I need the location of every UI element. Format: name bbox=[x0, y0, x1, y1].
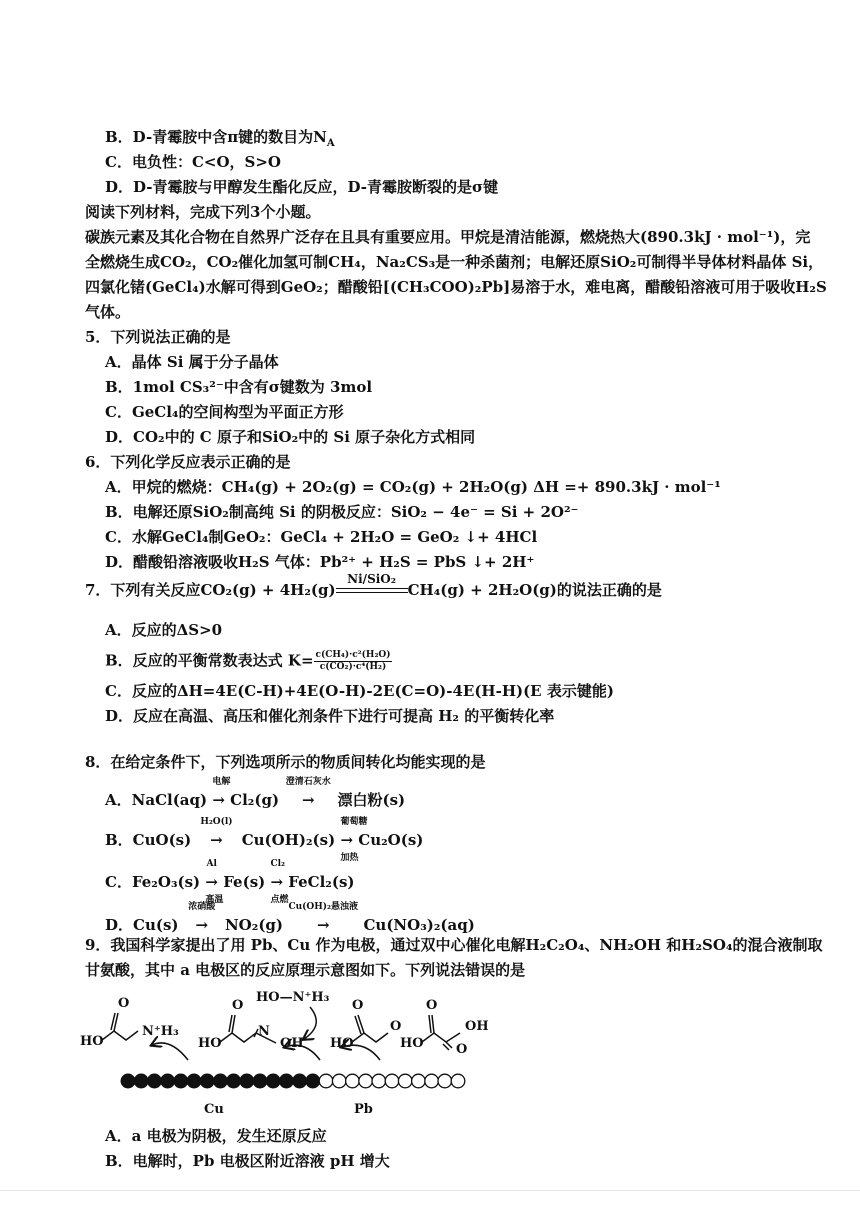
q6-option-c: C．水解GeCl₄制GeO₂：GeCl₄ + 2H₂O = GeO₂ ↓+ 4HCl bbox=[105, 528, 538, 546]
q5-option-a: A．晶体 Si 属于分子晶体 bbox=[105, 353, 279, 371]
glyoxylic-o2: O bbox=[390, 1019, 402, 1034]
oxime-ho: HO bbox=[198, 1036, 222, 1051]
cu-bead bbox=[266, 1074, 280, 1088]
glycine-ho: HO bbox=[80, 1034, 104, 1049]
prev-option-b: B．D-青霉胺中含π键的数目为$N_A$ bbox=[105, 128, 335, 149]
cu-bead bbox=[161, 1074, 175, 1088]
cu-electrode-label: Cu bbox=[204, 1102, 224, 1117]
cu-bead bbox=[174, 1074, 188, 1088]
page-bottom-border bbox=[0, 1190, 860, 1191]
q7-option-b: B．反应的平衡常数表达式 K= $\frac{\text{c(CH₄)·c²(H₂O)}}{\text{c(CO₂)·c⁴(H₂)}}$ bbox=[105, 650, 391, 672]
pb-bead bbox=[425, 1074, 439, 1088]
q6-option-d: D．醋酸铅溶液吸收H₂S 气体：Pb²⁺ + H₂S = PbS ↓+ 2H⁺ bbox=[105, 553, 535, 571]
q8-option-a: A．NaCl(aq) 电解 → Cl₂(g) 澄清石灰水 → 漂白粉(s) bbox=[105, 777, 406, 809]
equilibrium-arrow bbox=[336, 572, 408, 597]
cu-bead bbox=[214, 1074, 228, 1088]
hydroxylammonium-label: HO—N⁺H₃ bbox=[256, 990, 330, 1005]
q5-option-c: C．GeCl₄的空间构型为平面正方形 bbox=[105, 403, 344, 421]
prev-option-d: D．D-青霉胺与甲醇发生酯化反应，D-青霉胺断裂的是σ键 bbox=[105, 178, 499, 196]
cu-bead bbox=[187, 1074, 201, 1088]
pb-electrode-label: Pb bbox=[354, 1102, 373, 1117]
cu-bead bbox=[200, 1074, 214, 1088]
oxime-n: N bbox=[258, 1024, 270, 1039]
q9-option-b: B．电解时，Pb 电极区附近溶液 pH 增大 bbox=[105, 1152, 390, 1170]
q8-option-c: C．Fe₂O₃(s) Al → 高温 Fe(s) Cl₂ → 点燃 FeCl₂(s) bbox=[105, 859, 355, 905]
q7-option-a: A．反应的ΔS>0 bbox=[105, 621, 223, 639]
material-line-4: 气体。 bbox=[85, 303, 131, 321]
oxime-oh: OH bbox=[280, 1036, 304, 1051]
q8-option-d: D．Cu(s) 浓硝酸 → NO₂(g) Cu(OH)₂悬浊液 → Cu(NO₃)₂(aq) bbox=[105, 902, 475, 934]
cu-bead bbox=[253, 1074, 267, 1088]
q6-option-a: A．甲烷的燃烧：CH₄(g) + 2O₂(g) = CO₂(g) + 2H₂O(g) ΔH =+ 890.3kJ · mol⁻¹ bbox=[105, 478, 721, 496]
glyoxylic-ho: HO bbox=[330, 1036, 354, 1051]
glycine-nh3: N⁺H₃ bbox=[142, 1024, 179, 1039]
pb-bead bbox=[385, 1074, 399, 1088]
electrode-bead-chain bbox=[121, 1074, 465, 1088]
q6-stem: 6．下列化学反应表示正确的是 bbox=[85, 453, 291, 471]
q9-option-a: A．a 电极为阴极，发生还原反应 bbox=[105, 1127, 327, 1145]
material-line-2: 全燃烧生成CO₂，CO₂催化加氢可制CH₄，Na₂CS₃是一种杀菌剂；电解还原SiO₂可制得半导体材料晶体 Si， bbox=[85, 253, 824, 271]
equilibrium-fraction: $\frac{\text{c(CH₄)·c²(H₂O)}}{\text{c(CO₂)·c⁴(H₂)}}$ bbox=[315, 650, 391, 672]
pb-bead bbox=[438, 1074, 452, 1088]
prev-option-c: C．电负性：C<O，S>O bbox=[105, 153, 281, 171]
material-line-3: 四氯化锗(GeCl₄)水解可得到GeO₂；醋酸铅[(CH₃COO)₂Pb]易溶于水，难电离，醋酸铅溶液可用于吸收H₂S bbox=[85, 278, 827, 296]
electrode-reaction-diagram bbox=[80, 985, 720, 1140]
cu-bead bbox=[280, 1074, 294, 1088]
q5-stem: 5．下列说法正确的是 bbox=[85, 328, 231, 346]
pb-bead bbox=[372, 1074, 386, 1088]
q7-option-c: C．反应的ΔH=4E(C-H)+4E(O-H)-2E(C=O)-4E(H-H)(E 表示键能) bbox=[105, 682, 614, 700]
oxime-o: O bbox=[232, 998, 244, 1013]
pb-bead bbox=[451, 1074, 465, 1088]
q5-option-b: B．1mol CS₃²⁻中含有σ键数为 3mol bbox=[105, 378, 373, 396]
cu-bead bbox=[148, 1074, 162, 1088]
oxalic-o1: O bbox=[426, 998, 438, 1013]
pb-bead bbox=[359, 1074, 373, 1088]
cu-bead bbox=[134, 1074, 148, 1088]
q8-option-b: B．CuO(s) H₂O(l) → Cu(OH)₂(s) 葡萄糖 → 加热 Cu₂O(s) bbox=[105, 817, 424, 863]
glyoxylic-o1: O bbox=[352, 998, 364, 1013]
q6-option-b: B．电解还原SiO₂制高纯 Si 的阴极反应：SiO₂ − 4e⁻ = Si + 2O²⁻ bbox=[105, 503, 579, 521]
pb-bead bbox=[412, 1074, 426, 1088]
pb-bead bbox=[319, 1074, 333, 1088]
oxalic-o2: O bbox=[456, 1042, 468, 1057]
cu-bead bbox=[227, 1074, 241, 1088]
cu-bead bbox=[240, 1074, 254, 1088]
pb-bead bbox=[332, 1074, 346, 1088]
cu-bead bbox=[121, 1074, 135, 1088]
pb-bead bbox=[346, 1074, 360, 1088]
q7-stem: 7．下列有关反应CO₂(g) + 4H₂(g) Ni/SiO₂ CH₄(g) + 2H₂O(g)的说法正确的是 bbox=[85, 580, 662, 600]
glycine-o: O bbox=[118, 996, 130, 1011]
oxalic-ho: HO bbox=[400, 1036, 424, 1051]
material-intro: 阅读下列材料，完成下列3个小题。 bbox=[85, 203, 321, 221]
q7-catalyst: Ni/SiO₂ bbox=[347, 572, 396, 586]
cu-bead bbox=[293, 1074, 307, 1088]
cu-bead bbox=[306, 1074, 320, 1088]
q9-stem-line-1: 9．我国科学家提出了用 Pb、Cu 作为电极，通过双中心催化电解H₂C₂O₄、NH₂OH 和H₂SO₄的混合液制取 bbox=[85, 936, 823, 954]
material-line-1: 碳族元素及其化合物在自然界广泛存在且具有重要应用。甲烷是清洁能源，燃烧热大(890.3kJ · mol⁻¹)，完 bbox=[85, 228, 811, 246]
q8-stem: 8．在给定条件下，下列选项所示的物质间转化均能实现的是 bbox=[85, 753, 486, 771]
pb-bead bbox=[398, 1074, 412, 1088]
q5-option-d: D．CO₂中的 C 原子和SiO₂中的 Si 原子杂化方式相同 bbox=[105, 428, 476, 446]
q9-stem-line-2: 甘氨酸，其中 a 电极区的反应原理示意图如下。下列说法错误的是 bbox=[85, 961, 526, 979]
oxalic-oh: OH bbox=[465, 1019, 489, 1034]
q7-option-d: D．反应在高温、高压和催化剂条件下进行可提高 H₂ 的平衡转化率 bbox=[105, 707, 555, 725]
